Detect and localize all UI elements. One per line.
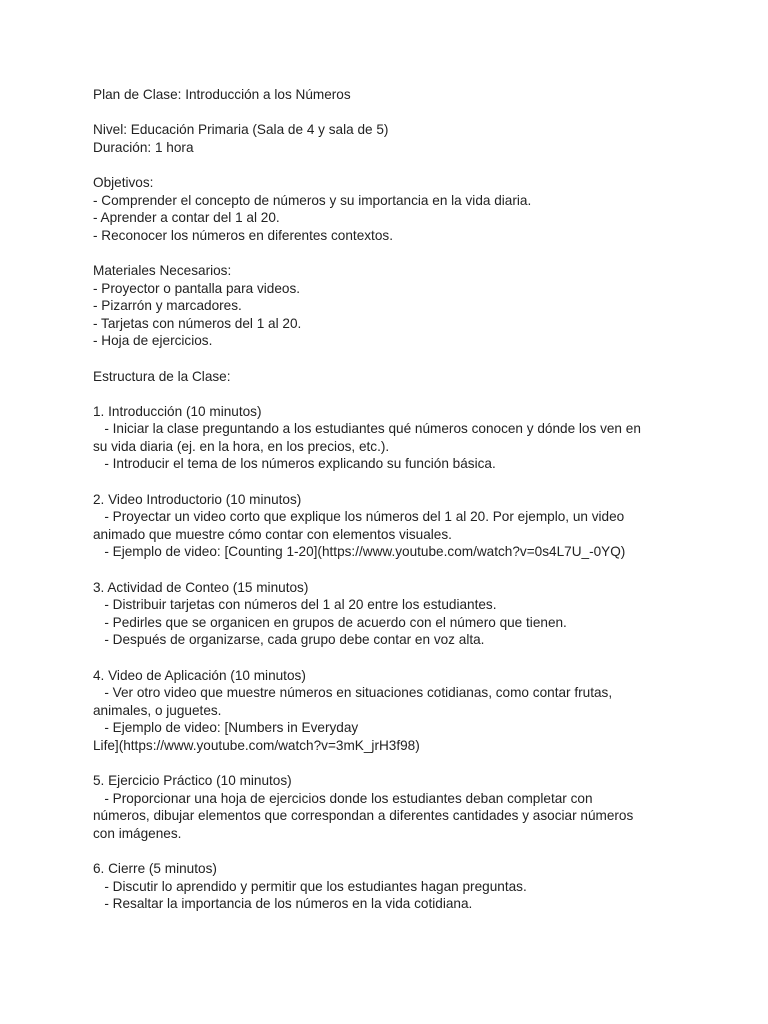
- section-line: - Después de organizarse, cada grupo debe contar en voz alta.: [93, 632, 485, 648]
- spacer: [93, 350, 683, 368]
- section-line: Life](https://www.youtube.com/watch?v=3mK_jrH3f98): [93, 737, 420, 753]
- section-heading: 4. Video de Aplicación (10 minutos): [93, 667, 306, 683]
- spacer: [93, 843, 683, 861]
- section-line: - Iniciar la clase preguntando a los estudiantes qué números conocen y dónde los ven en: [93, 421, 641, 437]
- section-heading: 3. Actividad de Conteo (15 minutos): [93, 579, 309, 595]
- section-line: - Proyectar un video corto que explique los números del 1 al 20. Por ejemplo, un video: [93, 509, 625, 525]
- estructura-heading: Estructura de la Clase:: [93, 368, 231, 384]
- section-line: su vida diaria (ej. en la hora, en los precios, etc.).: [93, 438, 390, 454]
- section-line: animales, o juguetes.: [93, 702, 222, 718]
- section-line: - Ejemplo de video: [Numbers in Everyday: [93, 720, 359, 736]
- section-line: con imágenes.: [93, 825, 182, 841]
- objetivo-item: - Comprender el concepto de números y su importancia en la vida diaria.: [93, 192, 532, 208]
- spacer: [93, 755, 683, 773]
- section-line: números, dibujar elementos que correspondan a diferentes cantidades y asociar números: [93, 808, 634, 824]
- section-line: - Ejemplo de video: [Counting 1-20](https://www.youtube.com/watch?v=0s4L7U_-0YQ): [93, 544, 626, 560]
- spacer: [93, 649, 683, 667]
- section-line: - Ver otro video que muestre números en situaciones cotidianas, como contar frutas,: [93, 685, 613, 701]
- objetivo-item: - Aprender a contar del 1 al 20.: [93, 210, 280, 226]
- section-heading: 1. Introducción (10 minutos): [93, 403, 262, 419]
- nivel-line: Nivel: Educación Primaria (Sala de 4 y sala de 5): [93, 122, 389, 138]
- section-line: - Introducir el tema de los números explicando su función básica.: [93, 456, 496, 472]
- material-item: - Tarjetas con números del 1 al 20.: [93, 315, 302, 331]
- objetivos-heading: Objetivos:: [93, 174, 154, 190]
- section-heading: 6. Cierre (5 minutos): [93, 861, 217, 877]
- materiales-heading: Materiales Necesarios:: [93, 262, 232, 278]
- section-line: - Distribuir tarjetas con números del 1 al 20 entre los estudiantes.: [93, 597, 497, 613]
- material-item: - Hoja de ejercicios.: [93, 333, 213, 349]
- section-heading: 2. Video Introductorio (10 minutos): [93, 491, 302, 507]
- spacer: [93, 473, 683, 491]
- section-line: - Proporcionar una hoja de ejercicios donde los estudiantes deban completar con: [93, 790, 593, 806]
- document-title: Plan de Clase: Introducción a los Números: [93, 87, 351, 102]
- section-line: animado que muestre cómo contar con elementos visuales.: [93, 526, 452, 542]
- spacer: [93, 385, 683, 403]
- duracion-line: Duración: 1 hora: [93, 139, 194, 155]
- spacer: [93, 104, 683, 122]
- objetivo-item: - Reconocer los números en diferentes contextos.: [93, 227, 393, 243]
- section-heading: 5. Ejercicio Práctico (10 minutos): [93, 773, 292, 789]
- spacer: [93, 156, 683, 174]
- document-page: [93, 86, 683, 913]
- spacer: [93, 244, 683, 262]
- section-line: - Discutir lo aprendido y permitir que los estudiantes hagan preguntas.: [93, 878, 527, 894]
- spacer: [93, 561, 683, 579]
- section-line: - Pedirles que se organicen en grupos de acuerdo con el número que tienen.: [93, 614, 567, 630]
- material-item: - Pizarrón y marcadores.: [93, 298, 242, 314]
- section-line: - Resaltar la importancia de los números en la vida cotidiana.: [93, 896, 473, 912]
- material-item: - Proyector o pantalla para videos.: [93, 280, 301, 296]
